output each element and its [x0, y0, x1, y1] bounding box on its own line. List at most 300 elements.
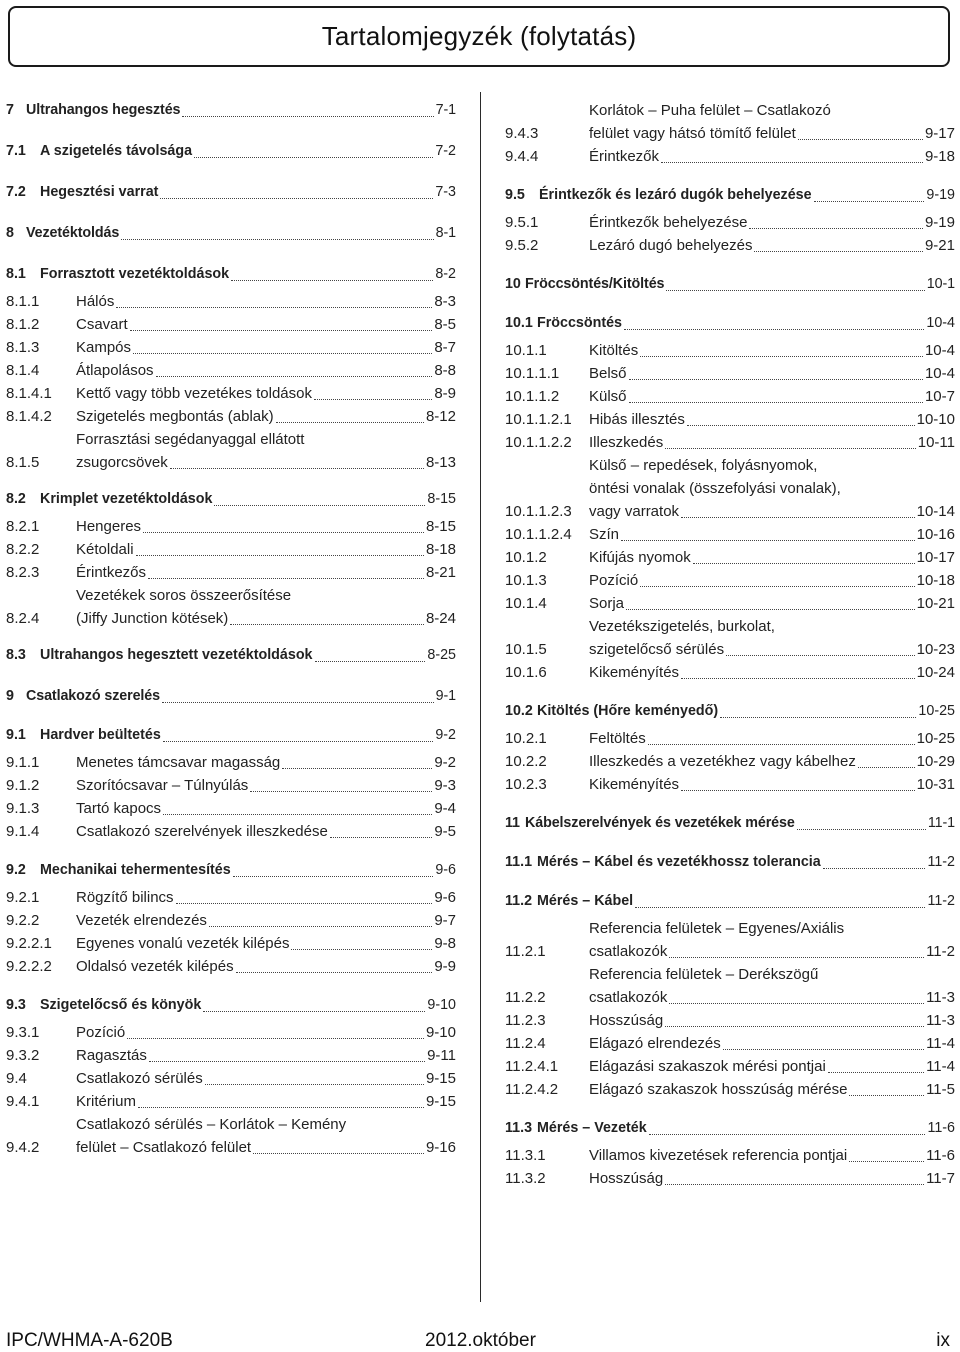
toc-entry-title: Átlapolásos	[76, 362, 154, 379]
toc-entry[interactable]	[6, 538, 456, 561]
dot-leader	[136, 555, 424, 556]
dot-leader	[640, 356, 923, 357]
toc-entry[interactable]	[505, 312, 955, 335]
toc-entry-title: vagy varratok	[589, 503, 680, 520]
toc-entry[interactable]	[505, 890, 955, 913]
toc-entry-title: Menetes támcsavar magasság	[76, 754, 281, 771]
toc-entry-page: 8-5	[434, 316, 456, 333]
toc-entry-page: 9-15	[425, 1070, 456, 1087]
toc-entry-title: Kifújás nyomok	[589, 549, 691, 566]
toc-entry[interactable]	[6, 405, 456, 428]
toc-entry[interactable]	[505, 963, 955, 1009]
toc-entry-number: 11.2.3	[505, 1012, 546, 1029]
toc-entry-page: 8-15	[425, 518, 456, 535]
dot-leader	[230, 624, 424, 625]
dot-leader	[156, 376, 433, 377]
toc-entry-title: Elágazó elrendezés	[589, 1035, 721, 1052]
toc-entry[interactable]	[6, 336, 456, 359]
toc-entry[interactable]	[505, 1078, 955, 1101]
dot-leader	[176, 903, 433, 904]
toc-entry[interactable]	[6, 1021, 456, 1044]
dot-leader	[314, 399, 432, 400]
dot-leader	[754, 251, 923, 252]
toc-entry-page: 9-11	[427, 1047, 456, 1064]
toc-entry-page: 10-24	[916, 664, 955, 681]
dot-leader	[621, 540, 915, 541]
toc-entry[interactable]	[505, 184, 955, 207]
toc-entry-number: 8.2.4	[6, 610, 40, 627]
toc-entry[interactable]	[505, 211, 955, 234]
toc-entry-title: Kritérium	[76, 1093, 137, 1110]
toc-entry-number: 8.1.4.1	[6, 385, 52, 402]
toc-entry-title: Lezáró dugó behelyezés	[589, 237, 753, 254]
toc-entry-title: Feltöltés	[589, 730, 646, 747]
toc-entry[interactable]	[505, 773, 955, 796]
toc-entry-page: 8-21	[425, 564, 456, 581]
dot-leader	[233, 876, 434, 877]
toc-entry-page: 11-3	[926, 989, 955, 1006]
toc-entry[interactable]	[6, 774, 456, 797]
toc-entry[interactable]	[6, 1090, 456, 1113]
toc-entry-number: 10.1.4	[505, 595, 547, 612]
toc-entry-title: Csatlakozó szerelvények illeszkedése	[76, 823, 328, 840]
toc-entry[interactable]	[6, 1113, 456, 1159]
toc-entry-title: Külső	[589, 388, 627, 405]
toc-entry-number: 8.2.2	[6, 541, 40, 558]
dot-leader	[629, 402, 923, 403]
page-title: Tartalomjegyzék (folytatás)	[321, 21, 637, 51]
toc-entry[interactable]	[6, 797, 456, 820]
toc-entry-page: 10-4	[924, 342, 955, 359]
toc-entry[interactable]	[505, 523, 955, 546]
dot-leader	[726, 655, 915, 656]
toc-entry[interactable]	[505, 1117, 955, 1140]
toc-entry-title: Fröccsöntés/Kitöltés	[525, 276, 665, 292]
toc-entry-number: 9.3.1	[6, 1024, 40, 1041]
toc-entry-page: 11-5	[926, 1081, 955, 1098]
dot-leader	[149, 1061, 425, 1062]
toc-entry-number: 11.2.2	[505, 989, 546, 1006]
toc-entry-title: szigetelőcső sérülés	[589, 641, 725, 658]
dot-leader	[130, 330, 433, 331]
footer-page-number: ix	[936, 1330, 950, 1351]
toc-entry-number: 9.2.2.1	[6, 935, 52, 952]
toc-entry-title: Rögzítő bilincs	[76, 889, 174, 906]
toc-entry-title: Kábelszerelvények és vezetékek mérése	[525, 815, 795, 831]
toc-entry-title: Vezetéktoldás	[26, 225, 120, 241]
toc-entry[interactable]	[505, 812, 955, 835]
footer-date: 2012.október	[425, 1330, 536, 1351]
toc-entry-title-line: Forrasztási segédanyaggal ellátott	[76, 431, 305, 448]
dot-leader	[849, 1161, 924, 1162]
toc-entry-title: Belső	[589, 365, 627, 382]
toc-entry-number: 8.1	[6, 266, 26, 282]
toc-entry-title-line: Külső – repedések, folyásnyomok,	[589, 457, 818, 474]
dot-leader	[648, 744, 915, 745]
toc-entry-number: 11.2.4	[505, 1035, 546, 1052]
toc-entry-page: 9-5	[434, 823, 456, 840]
toc-entry-title: Érintkezők és lezáró dugók behelyezése	[539, 187, 812, 203]
dot-leader	[203, 1011, 425, 1012]
toc-entry[interactable]	[6, 751, 456, 774]
toc-entry-title: Ultrahangos hegesztett vezetéktoldások	[40, 647, 313, 663]
toc-entry-page: 7-3	[435, 184, 456, 200]
title-box	[8, 6, 950, 67]
toc-entry-page: 11-4	[926, 1035, 955, 1052]
toc-entry-title: Mérés – Kábel és vezetékhossz tolerancia	[537, 854, 821, 870]
toc-entry-page: 8-12	[425, 408, 456, 425]
dot-leader	[665, 1184, 924, 1185]
toc-entry[interactable]	[505, 1055, 955, 1078]
toc-entry-page: 9-8	[434, 935, 456, 952]
toc-entry-number: 10.1.1.2	[505, 388, 560, 405]
toc-entry-number: 9.5	[505, 187, 525, 203]
toc-entry[interactable]	[6, 584, 456, 630]
toc-entry-page: 11-3	[926, 1012, 955, 1029]
toc-entry-title: Szorítócsavar – Túlnyúlás	[76, 777, 249, 794]
toc-entry-number: 10.1.1.2.4	[505, 526, 572, 543]
toc-entry-number: 11.1	[505, 854, 533, 870]
toc-entry-page: 9-2	[435, 727, 456, 743]
dot-leader	[250, 791, 432, 792]
toc-entry-title: Ultrahangos hegesztés	[26, 102, 181, 118]
toc-entry[interactable]	[505, 546, 955, 569]
toc-entry-title: Szín	[589, 526, 620, 543]
dot-leader	[681, 790, 915, 791]
dot-leader	[253, 1153, 424, 1154]
toc-entry-title-line: Vezetékszigetelés, burkolat,	[589, 618, 775, 635]
toc-entry-number: 7.1	[6, 143, 26, 159]
toc-entry[interactable]	[505, 454, 955, 523]
toc-entry-title: Mérés – Kábel	[537, 893, 634, 909]
dot-leader	[205, 1084, 424, 1085]
toc-entry-title-line: Referencia felületek – Derékszögű	[589, 966, 819, 983]
toc-entry-title: Hálós	[76, 293, 115, 310]
toc-entry-page: 10-25	[916, 730, 955, 747]
toc-left-column	[6, 99, 456, 1159]
toc-entry-number: 10.2	[505, 703, 533, 719]
dot-leader	[723, 1049, 924, 1050]
toc-entry[interactable]	[6, 994, 456, 1017]
toc-entry-number: 9.1.1	[6, 754, 40, 771]
toc-entry-number: 9.1.4	[6, 823, 40, 840]
toc-entry-title: Illeszkedés a vezetékhez vagy kábelhez	[589, 753, 856, 770]
toc-entry[interactable]	[6, 263, 456, 286]
toc-entry-number: 10.1.6	[505, 664, 547, 681]
toc-entry-number: 8.1.4.2	[6, 408, 52, 425]
toc-entry-page: 9-2	[434, 754, 456, 771]
toc-entry-title: Érintkezők	[589, 148, 660, 165]
dot-leader	[194, 157, 433, 158]
dot-leader	[797, 829, 926, 830]
toc-entry-page: 10-31	[916, 776, 955, 793]
dot-leader	[720, 717, 916, 718]
toc-entry-page: 10-14	[916, 503, 955, 520]
toc-entry-page: 9-19	[924, 214, 955, 231]
toc-entry[interactable]	[6, 886, 456, 909]
dot-leader	[127, 1038, 424, 1039]
toc-entry-number: 8.2.1	[6, 518, 40, 535]
toc-entry-page: 9-15	[425, 1093, 456, 1110]
toc-entry[interactable]	[6, 909, 456, 932]
toc-entry[interactable]	[505, 615, 955, 661]
toc-entry-number: 8	[6, 225, 14, 241]
toc-entry[interactable]	[505, 1167, 955, 1190]
toc-entry-page: 9-6	[434, 889, 456, 906]
toc-entry[interactable]	[6, 820, 456, 843]
toc-entry-page: 10-4	[924, 365, 955, 382]
toc-entry[interactable]	[6, 1067, 456, 1090]
toc-entry[interactable]	[505, 408, 955, 431]
toc-entry[interactable]	[6, 488, 456, 511]
dot-leader	[823, 868, 926, 869]
toc-entry[interactable]	[6, 222, 456, 245]
toc-entry[interactable]	[6, 932, 456, 955]
toc-entry-page: 8-15	[427, 491, 456, 507]
toc-entry[interactable]	[6, 140, 456, 163]
toc-entry[interactable]	[505, 273, 955, 296]
dot-leader	[693, 563, 915, 564]
toc-entry-page: 8-25	[427, 647, 456, 663]
toc-entry-page: 8-13	[425, 454, 456, 471]
toc-entry-title: Érintkezős	[76, 564, 147, 581]
toc-entry-title-line: Korlátok – Puha felület – Csatlakozó	[589, 102, 831, 119]
toc-entry-page: 8-1	[435, 225, 456, 241]
dot-leader	[624, 329, 924, 330]
toc-entry-page: 8-7	[434, 339, 456, 356]
toc-entry-title: felület vagy hátsó tömítő felület	[589, 125, 796, 142]
toc-entry-title: Csavart	[76, 316, 128, 333]
toc-entry[interactable]	[6, 428, 456, 474]
dot-leader	[626, 609, 915, 610]
toc-right-column	[505, 99, 955, 1190]
toc-entry-title: Kikeményítés	[589, 664, 680, 681]
toc-entry-page: 9-6	[435, 862, 456, 878]
toc-entry-page: 10-16	[916, 526, 955, 543]
toc-entry-number: 9.3	[6, 997, 26, 1013]
toc-entry-page: 11-6	[926, 1147, 955, 1164]
dot-leader	[681, 517, 915, 518]
dot-leader	[640, 586, 914, 587]
toc-entry-page: 10-10	[916, 411, 955, 428]
toc-entry-page: 10-25	[918, 703, 955, 719]
dot-leader	[635, 907, 925, 908]
toc-entry-page: 8-18	[425, 541, 456, 558]
toc-entry[interactable]	[505, 569, 955, 592]
dot-leader	[665, 448, 916, 449]
toc-entry[interactable]	[6, 313, 456, 336]
toc-entry-title: Érintkezők behelyezése	[589, 214, 748, 231]
toc-entry-page: 11-1	[927, 815, 955, 831]
toc-entry-number: 8.1.2	[6, 316, 40, 333]
toc-entry-number: 11.3.2	[505, 1170, 546, 1187]
toc-entry[interactable]	[505, 750, 955, 773]
toc-entry[interactable]	[505, 917, 955, 963]
toc-entry-title-line: Referencia felületek – Egyenes/Axiális	[589, 920, 845, 937]
toc-entry-page: 9-7	[434, 912, 456, 929]
toc-entry-page: 9-16	[425, 1139, 456, 1156]
dot-leader	[330, 837, 433, 838]
toc-entry[interactable]	[505, 339, 955, 362]
toc-entry-page: 7-2	[435, 143, 456, 159]
dot-leader	[681, 678, 915, 679]
toc-entry-number: 10.1.1.1	[505, 365, 560, 382]
toc-entry-title: Hosszúság	[589, 1012, 664, 1029]
toc-entry-number: 7.2	[6, 184, 26, 200]
dot-leader	[798, 139, 923, 140]
toc-entry[interactable]	[505, 661, 955, 684]
toc-entry-number: 11	[505, 815, 520, 831]
toc-entry[interactable]	[6, 955, 456, 978]
toc-entry[interactable]	[6, 859, 456, 882]
toc-entry-number: 10.2.3	[505, 776, 547, 793]
toc-entry[interactable]	[6, 181, 456, 204]
toc-entry-title: Kettő vagy több vezetékes toldások	[76, 385, 312, 402]
toc-entry-title: csatlakozók	[589, 989, 668, 1006]
toc-entry-number: 10.1.1.2.2	[505, 434, 572, 451]
toc-entry-number: 9.3.2	[6, 1047, 40, 1064]
toc-entry-page: 9-10	[425, 1024, 456, 1041]
toc-entry[interactable]	[6, 359, 456, 382]
toc-entry[interactable]	[6, 724, 456, 747]
toc-entry-title: Pozíció	[589, 572, 639, 589]
toc-entry-number: 11.3	[505, 1120, 533, 1136]
toc-entry-title: Tartó kapocs	[76, 800, 162, 817]
toc-entry-number: 10.1.1.2.3	[505, 503, 572, 520]
dot-leader	[629, 379, 923, 380]
dot-leader	[649, 1134, 926, 1135]
toc-entry-title: Egyenes vonalú vezeték kilépés	[76, 935, 290, 952]
toc-entry-number: 10.1.3	[505, 572, 547, 589]
toc-entry-title: csatlakozók	[589, 943, 668, 960]
dot-leader	[231, 280, 433, 281]
dot-leader	[236, 972, 433, 973]
toc-entry-number: 10.2.1	[505, 730, 547, 747]
toc-entry-page: 8-2	[435, 266, 456, 282]
toc-entry-number: 10.1.1	[505, 342, 547, 359]
toc-entry-title: felület – Csatlakozó felület	[76, 1139, 252, 1156]
dot-leader	[665, 1026, 924, 1027]
toc-entry-number: 10.1.1.2.1	[505, 411, 572, 428]
toc-entry-title: Pozíció	[76, 1024, 126, 1041]
toc-entry-title-line: Csatlakozó sérülés – Korlátok – Kemény	[76, 1116, 347, 1133]
toc-entry-number: 8.2	[6, 491, 26, 507]
toc-entry-number: 10.1.5	[505, 641, 547, 658]
toc-entry-number: 8.1.5	[6, 454, 40, 471]
toc-entry[interactable]	[505, 99, 955, 145]
toc-entry[interactable]	[505, 727, 955, 750]
dot-leader	[163, 814, 432, 815]
toc-entry-page: 10-4	[926, 315, 955, 331]
toc-entry-page: 9-1	[435, 688, 456, 704]
toc-entry-page: 10-18	[916, 572, 955, 589]
toc-entry-title: Kikeményítés	[589, 776, 680, 793]
toc-entry-title: Vezeték elrendezés	[76, 912, 207, 929]
toc-entry-page: 9-3	[434, 777, 456, 794]
toc-entry-page: 11-2	[927, 893, 955, 909]
toc-entry-number: 9.2.1	[6, 889, 40, 906]
toc-entry-page: 9-17	[924, 125, 955, 142]
toc-entry[interactable]	[505, 431, 955, 454]
toc-entry-page: 9-10	[427, 997, 456, 1013]
toc-entry-page: 11-6	[927, 1120, 955, 1136]
toc-entry-title: Szigetelőcső és könyök	[40, 997, 202, 1013]
toc-entry-number: 11.2.1	[505, 943, 546, 960]
dot-leader	[209, 926, 432, 927]
dot-leader	[116, 307, 432, 308]
toc-entry[interactable]	[505, 234, 955, 257]
toc-entry[interactable]	[6, 561, 456, 584]
toc-entry-page: 10-7	[924, 388, 955, 405]
dot-leader	[858, 767, 915, 768]
toc-entry-title: Forrasztott vezetéktoldások	[40, 266, 230, 282]
toc-entry-title: Kitöltés	[589, 342, 639, 359]
toc-entry-title: Hardver beültetés	[40, 727, 161, 743]
toc-entry-number: 9.2.2	[6, 912, 40, 929]
toc-entry-page: 11-4	[926, 1058, 955, 1075]
dot-leader	[214, 505, 425, 506]
toc-entry-number: 11.2.4.1	[505, 1058, 559, 1075]
toc-entry-number: 9.4.2	[6, 1139, 40, 1156]
toc-entry[interactable]	[6, 382, 456, 405]
toc-entry-title: A szigetelés távolsága	[40, 143, 193, 159]
toc-entry[interactable]	[505, 145, 955, 168]
toc-entry[interactable]	[505, 592, 955, 615]
toc-entry[interactable]	[6, 685, 456, 708]
toc-entry[interactable]	[505, 851, 955, 874]
toc-entry-title: Hengeres	[76, 518, 142, 535]
toc-entry[interactable]	[505, 1032, 955, 1055]
toc-entry[interactable]	[505, 1144, 955, 1167]
toc-entry-number: 9.5.1	[505, 214, 539, 231]
toc-entry-title: Ragasztás	[76, 1047, 147, 1064]
toc-entry-number: 9.4	[6, 1070, 27, 1087]
dot-leader	[160, 198, 433, 199]
toc-entry[interactable]	[6, 1044, 456, 1067]
dot-leader	[143, 532, 424, 533]
dot-leader	[282, 768, 432, 769]
dot-leader	[669, 957, 924, 958]
toc-entry-number: 11.2	[505, 893, 533, 909]
toc-entry-title: zsugorcsövek	[76, 454, 168, 471]
column-divider	[480, 92, 481, 1302]
toc-entry-page: 8-8	[434, 362, 456, 379]
dot-leader	[163, 741, 434, 742]
toc-entry-number: 11.3.1	[505, 1147, 546, 1164]
toc-entry[interactable]	[505, 700, 955, 723]
toc-entry[interactable]	[6, 290, 456, 313]
toc-entry-title: Mechanikai tehermentesítés	[40, 862, 231, 878]
toc-entry-number: 9.1.2	[6, 777, 40, 794]
toc-entry-number: 9.4.4	[505, 148, 539, 165]
toc-entry-number: 10.1	[505, 315, 533, 331]
toc-entry[interactable]	[505, 362, 955, 385]
dot-leader	[814, 201, 925, 202]
dot-leader	[182, 116, 433, 117]
toc-entry-number: 7	[6, 102, 14, 118]
toc-entry[interactable]	[6, 515, 456, 538]
toc-entry-page: 9-19	[926, 187, 955, 203]
toc-entry-page: 10-11	[917, 434, 955, 451]
toc-entry-title: Oldalsó vezeték kilépés	[76, 958, 234, 975]
toc-entry[interactable]	[6, 644, 456, 667]
toc-entry-title-line: öntési vonalak (összefolyási vonalak),	[589, 480, 841, 497]
toc-entry[interactable]	[505, 385, 955, 408]
toc-entry-page: 8-3	[434, 293, 456, 310]
toc-entry[interactable]	[505, 1009, 955, 1032]
dot-leader	[121, 239, 433, 240]
toc-entry[interactable]	[6, 99, 456, 122]
